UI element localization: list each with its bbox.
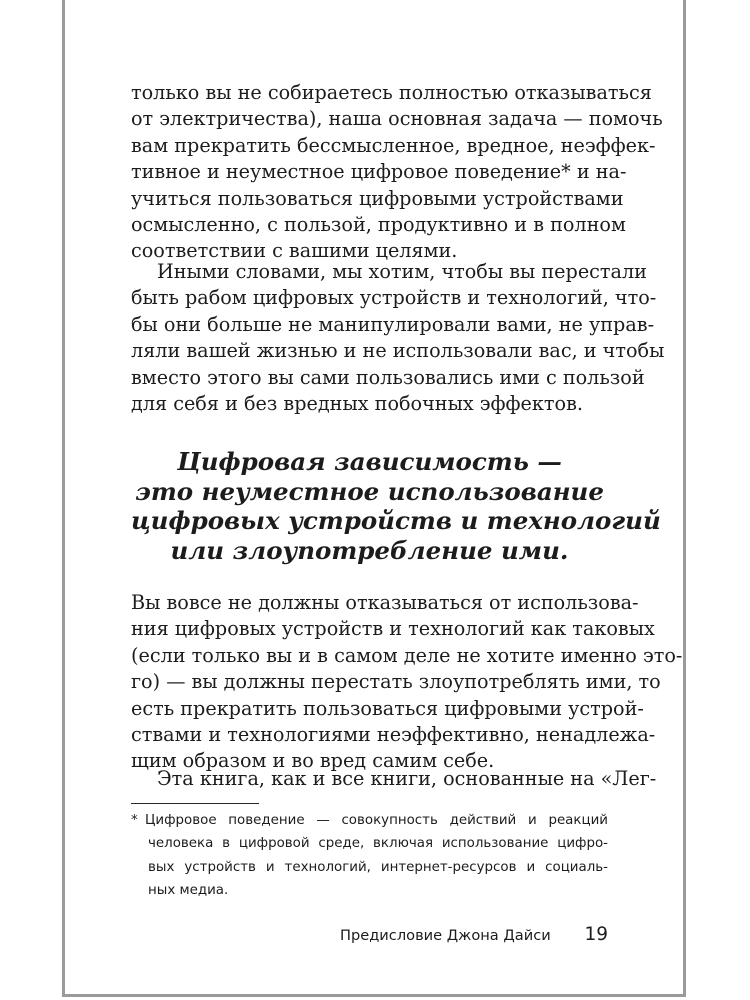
footnote-line: вых устройств и технологий, интернет-ресурсов и социаль- xyxy=(148,859,608,875)
text-line: ствами и технологиями неэффективно, ненадлежа- xyxy=(131,722,656,746)
text-line: от электричества), наша основная задача — помочь xyxy=(131,107,663,131)
footnote-line: ных медиа. xyxy=(148,882,229,898)
text-line: (если только вы и в самом деле не хотите именно это- xyxy=(131,643,683,667)
footnote-line xyxy=(131,809,608,832)
quote-line: Цифровая зависимость — xyxy=(177,447,562,476)
text-line: есть прекратить пользоваться цифровыми устрой- xyxy=(131,696,644,720)
pull-quote xyxy=(131,447,661,565)
quote-line: цифровых устройств и технологий xyxy=(131,506,661,535)
text-line: учиться пользоваться цифровыми устройствами xyxy=(131,186,624,210)
text-line: ния цифровых устройств и технологий как таковых xyxy=(131,617,655,641)
footnote-marker: * xyxy=(131,813,138,828)
footnote xyxy=(131,809,608,902)
text-line: ляли вашей жизнью и не использовали вас, и чтобы xyxy=(131,339,665,363)
text-line: щим образом и во вред самим себе. xyxy=(131,749,495,773)
running-title: Предисловие Джона Дайси xyxy=(340,927,551,944)
text-line: го) — вы должны перестать злоупотреблять ими, то xyxy=(131,670,661,694)
quote-line: или злоупотребление ими. xyxy=(170,535,569,565)
text-line: только вы не собираетесь полностью отказываться xyxy=(131,81,652,104)
footnote-text: Цифровое поведение — совокупность действий и реакций xyxy=(145,813,608,828)
text-line: вам прекратить бессмысленное, вредное, неэффек- xyxy=(131,133,656,157)
text-line: вместо этого вы сами пользовались ими с пользой xyxy=(131,365,645,389)
text-line: Иными словами, мы хотим, чтобы вы перестали xyxy=(157,260,647,283)
page-number: 19 xyxy=(584,924,608,945)
text-line: для себя и без вредных побочных эффектов. xyxy=(131,391,583,415)
text-line: осмысленно, с пользой, продуктивно и в полном xyxy=(131,212,626,236)
text-line: быть рабом цифровых устройств и технологий, что- xyxy=(131,286,657,310)
text-line: соответствии с вашими целями. xyxy=(131,239,458,263)
body-paragraph-1 xyxy=(131,80,663,265)
text-line: Эта книга, как и все книги, основанные на «Лег- xyxy=(157,767,657,790)
footnote-line: человека в цифровой среде, включая использование цифро- xyxy=(148,836,608,852)
body-paragraph-3 xyxy=(131,590,683,775)
body-paragraph-2 xyxy=(131,259,665,417)
footnote-divider xyxy=(131,803,259,804)
running-footer xyxy=(340,924,608,948)
text-line: тивное и неуместное цифровое поведение* и на- xyxy=(131,160,627,184)
text-line: бы они больше не манипулировали вами, не управ- xyxy=(131,312,655,336)
quote-line: это неуместное использование xyxy=(135,476,604,506)
body-paragraph-4 xyxy=(131,766,657,792)
text-line: Вы вовсе не должны отказываться от использова- xyxy=(131,591,639,614)
